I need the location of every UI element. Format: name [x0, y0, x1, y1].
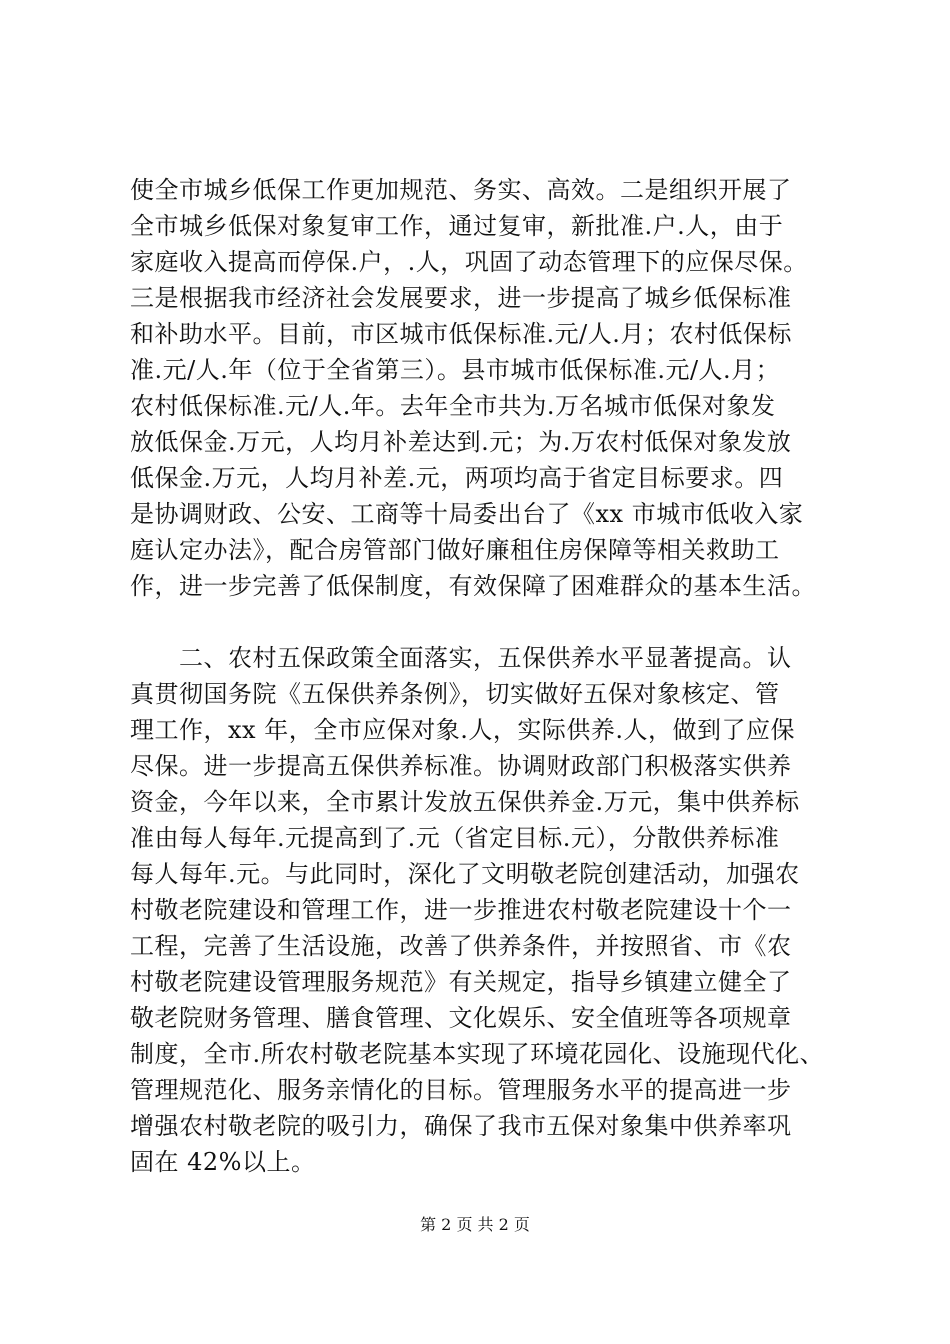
text-line: 二、农村五保政策全面落实，五保供养水平显著提高。认	[130, 644, 792, 672]
text-line: 是协调财政、公安、工商等十局委出台了《xx 市城市低收入家	[130, 500, 804, 528]
document-body	[130, 172, 830, 1180]
text-line: 增强农村敬老院的吸引力，确保了我市五保对象集中供养率巩	[130, 1112, 792, 1140]
text-line: 尽保。进一步提高五保供养标准。协调财政部门积极落实供养	[130, 752, 792, 780]
page-number-label: 第 2 页 共 2 页	[420, 1215, 530, 1234]
text-line: 敬老院财务管理、膳食管理、文化娱乐、安全值班等各项规章	[130, 1004, 792, 1032]
text-line: 庭认定办法》，配合房管部门做好廉租住房保障等相关救助工	[130, 536, 780, 564]
text-line: 三是根据我市经济社会发展要求，进一步提高了城乡低保标准	[130, 284, 792, 312]
text-line: 理工作，xx 年，全市应保对象.人，实际供养.人，做到了应保	[130, 716, 795, 744]
text-line: 使全市城乡低保工作更加规范、务实、高效。二是组织开展了	[130, 176, 792, 204]
text-line: 准由每人每年.元提高到了.元（省定目标.元），分散供养标准	[130, 824, 780, 852]
page-footer	[0, 1215, 950, 1235]
text-line: 家庭收入提高而停保.户，.人，巩固了动态管理下的应保尽保。	[130, 248, 808, 276]
text-line: 放低保金.万元，人均月补差达到.元；为.万农村低保对象发放	[130, 428, 792, 456]
text-line: 工程，完善了生活设施，改善了供养条件，并按照省、市《农	[130, 932, 792, 960]
paragraph-low-income-security	[130, 172, 830, 604]
text-line: 作，进一步完善了低保制度，有效保障了困难群众的基本生活。	[130, 572, 816, 600]
text-line: 每人每年.元。与此同时，深化了文明敬老院创建活动，加强农	[130, 860, 800, 888]
text-line: 全市城乡低保对象复审工作，通过复审，新批准.户.人，由于	[130, 212, 784, 240]
text-line: 和补助水平。目前，市区城市低保标准.元/人.月；农村低保标	[130, 320, 792, 348]
text-line: 资金，今年以来，全市累计发放五保供养金.万元，集中供养标	[130, 788, 800, 816]
text-line: 村敬老院建设管理服务规范》有关规定，指导乡镇建立健全了	[130, 968, 792, 996]
paragraph-rural-five-guarantees	[130, 640, 830, 1180]
text-line: 农村低保标准.元/人.年。去年全市共为.万名城市低保对象发	[130, 392, 776, 420]
text-line: 低保金.万元，人均月补差.元，两项均高于省定目标要求。四	[130, 464, 784, 492]
text-line: 准.元/人.年（位于全省第三）。县市城市低保标准.元/人.月；	[130, 356, 781, 384]
paragraph-spacer	[130, 604, 830, 640]
text-line: 管理规范化、服务亲情化的目标。管理服务水平的提高进一步	[130, 1076, 792, 1104]
text-line: 真贯彻国务院《五保供养条例》，切实做好五保对象核定、管	[130, 680, 780, 708]
text-line: 固在 42%以上。	[130, 1148, 316, 1176]
text-line: 村敬老院建设和管理工作，进一步推进农村敬老院建设十个一	[130, 896, 792, 924]
text-line: 制度，全市.所农村敬老院基本实现了环境花园化、设施现代化、	[130, 1040, 825, 1068]
